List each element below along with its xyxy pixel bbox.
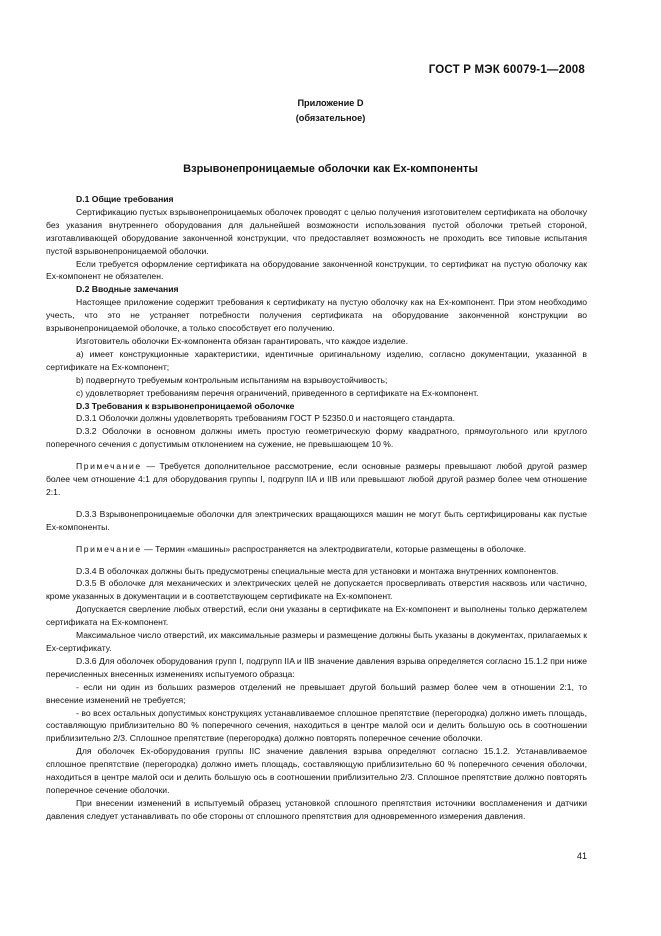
section-heading-d2: D.2 Вводные замечания <box>76 284 179 295</box>
list-item: - если ни один из больших размеров отделений не превышает другой больший размер более чем в отношении 2:1, то внесение изменений не требуется; <box>46 681 587 705</box>
clause-d36: D.3.6 Для оболочек оборудования групп I, подгрупп IIA и IIB значение давления взрыва определяется согласно 15.1.2 при ниже перечисленных внесенных изменениях испытуемого образца: <box>46 655 587 679</box>
section-heading-d3: D.3 Требования к взрывонепроницаемой оболочке <box>76 400 295 411</box>
page-number: 41 <box>576 851 587 861</box>
clause-d31: D.3.1 Оболочки должны удовлетворять требованиям ГОСТ Р 52350.0 и настоящего стандарта. <box>76 413 455 424</box>
paragraph: Изготовитель оболочки Ex-компонента обязан гарантировать, что каждое изделие. <box>76 335 408 346</box>
clause-d34: D.3.4 В оболочках должны быть предусмотрены специальные места для установки и монтажа внутренних компонентов. <box>76 565 559 576</box>
appendix-status: (обязательное) <box>295 113 366 123</box>
list-item: а) имеет конструкционные характеристики, идентичные оригинальному изделию, согласно документации, указанной в сертификате на Ex-компонент; <box>46 348 587 372</box>
list-item: - во всех остальных допустимых конструкциях устанавливаемое сплошное препятствие (перегородка) должно иметь площадь, составляющую приблизительно 80 % поперечного сечения, находиться в центре малой оси и делить большую ось в соотношении приблизительно 2/3. Сплошное препятствие (перегородка) должно повторять поперечное сечение оболочки. <box>46 707 587 744</box>
paragraph: Сертификацию пустых взрывонепроницаемых оболочек проводят с целью получения изготовителем сертификата на оболочку без указания внутреннего оборудования для дальнейшей возможности использования пустой оболочки третьей стороной, изготавливающей оборудование законченной конструкции, что предоставляет возможность не проходить все типовые испытания пустой взрывонепроницаемой оболочки. <box>46 206 587 256</box>
list-item: b) подвергнуто требуемым контрольным испытаниям на взрывоустойчивость; <box>76 374 388 385</box>
paragraph: Максимальное число отверстий, их максимальные размеры и размещение должны быть указаны в документах, прилагаемых к Ex-сертификату. <box>46 630 587 653</box>
list-item: c) удовлетворяет требованиям перечня ограничений, приведенного в сертификате на Ex-компонент. <box>76 387 479 398</box>
document-title: Взрывонепроницаемые оболочки как Ex-компоненты <box>183 163 478 175</box>
section-heading-d1: D.1 Общие требования <box>76 194 174 204</box>
clause-d35: D.3.5 В оболочке для механических и электрических целей не допускается просверливать отверстия насквозь или частично, кроме указанных в документации и в соответствующем сертификате на Ex-компонент. <box>46 578 587 602</box>
clause-d33: D.3.3 Взрывонепроницаемые оболочки для электрических вращающихся машин не могут быть сертифицированы как пустые Ex-компоненты. <box>46 508 587 532</box>
appendix-heading <box>0 96 661 126</box>
note: Примечание — Требуется дополнительное рассмотрение, если основные размеры превышают любой другой размер более чем отношение 4:1 для оборудования группы I, подгрупп IIA и IIB или превышают любой другой размер более чем отношение 2:1. <box>46 461 587 497</box>
standard-header: ГОСТ Р МЭК 60079-1—2008 <box>428 64 585 76</box>
note: Примечание — Термин «машины» распространяется на электродвигатели, которые размещены в оболочке. <box>76 543 527 554</box>
paragraph: Если требуется оформление сертификата на оборудование законченной конструкции, то сертификат на пустую оболочку как Ex-компонент не обязателен. <box>46 258 587 282</box>
paragraph: При внесении изменений в испытуемый образец установкой сплошного препятствия источники воспламенения и датчики давления следует устанавливать по обе стороны от сплошного препятствия для одновременного измерения давления. <box>46 797 587 821</box>
paragraph: Настоящее приложение содержит требования к сертификату на пустую оболочку как на Ex-компонент. При этом необходимо учесть, что это не устраняет потребности получения сертификата на оборудование законченной конструкции во взрывонепроницаемой оболочке, а только способствует его получению. <box>46 297 587 334</box>
appendix-label: Приложение D <box>297 98 364 108</box>
clause-d32: D.3.2 Оболочки в основном должны иметь простую геометрическую форму квадратного, прямоугольного или круглого поперечного сечения с допустимым отклонением на сужение, не превышающем 10 %. <box>46 426 587 450</box>
document-body <box>46 193 587 823</box>
paragraph: Для оболочек Ex-оборудования группы IIC значение давления взрыва определяют согласно 15.1.2. Устанавливаемое сплошное препятствие (перегородка) должно иметь площадь, составляющую приблизительно 60 % поперечного сечения оболочки, находиться в центре малой оси и делить большую ось в соотношении приблизительно 2/3. Сплошное препятствие должно повторять поперечное сечение оболочки. <box>46 746 587 795</box>
paragraph: Допускается сверление любых отверстий, если они указаны в сертификате на Ex-компонент и выполнены только держателем сертификата на Ex-компонент. <box>46 604 587 628</box>
